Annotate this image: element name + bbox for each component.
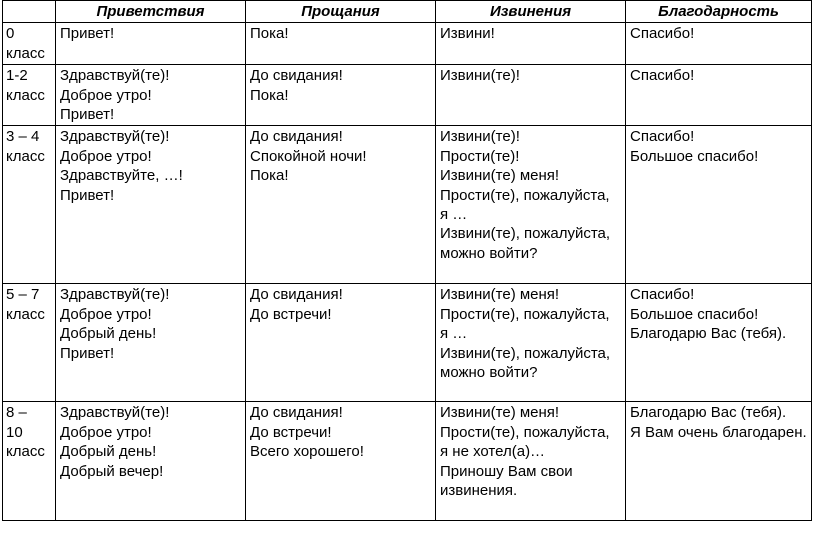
phrase: Добрый день! [60, 443, 157, 461]
table-row [3, 23, 812, 65]
phrase: Здравствуй(те)! [60, 128, 170, 146]
phrase: Привет! [60, 186, 115, 204]
grade-text: класс [6, 44, 45, 62]
phrase: Спасибо! [630, 67, 695, 85]
phrase: Доброе утро! [60, 423, 152, 441]
phrase: Прости(те), пожалуйста, я … [440, 305, 610, 343]
phrase: Всего хорошего! [250, 443, 364, 461]
phrase: Спасибо! [630, 128, 695, 146]
grade-text: 3 – 4 [6, 128, 40, 146]
greetings-cell [56, 23, 246, 65]
phrase: Пока! [250, 167, 289, 185]
phrase: Здравствуй(те)! [60, 404, 170, 422]
header-greetings: Приветствия [56, 1, 246, 23]
phrase: Извини! [440, 25, 495, 43]
table-row [3, 402, 812, 521]
phrase: Добрый вечер! [60, 462, 164, 480]
phrase: Здравствуй(те)! [60, 67, 170, 85]
phrase: Извини(те) меня! [440, 404, 560, 422]
table-row [3, 65, 812, 126]
grade-cell [3, 126, 56, 284]
grade-text: 5 – 7 [6, 286, 40, 304]
grade-text: класс [6, 305, 45, 323]
farewells-cell [246, 65, 436, 126]
farewells-cell [246, 402, 436, 521]
greetings-cell [56, 284, 246, 402]
apologies-cell [436, 126, 626, 284]
grade-cell [3, 284, 56, 402]
phrase: Большое спасибо! [630, 147, 759, 165]
farewells-cell [246, 23, 436, 65]
greetings-cell [56, 402, 246, 521]
phrase: Большое спасибо! [630, 305, 759, 323]
phrase: Пока! [250, 25, 289, 43]
phrase: До свидания! [250, 128, 343, 146]
phrase: До свидания! [250, 404, 343, 422]
thanks-cell [626, 284, 812, 402]
thanks-cell [626, 23, 812, 65]
phrase: Извини(те)! [440, 128, 520, 146]
grade-text: 8 – [6, 404, 27, 422]
farewells-cell [246, 126, 436, 284]
phrase: Извини(те)! [440, 67, 520, 85]
apologies-cell [436, 65, 626, 126]
phrase: Добрый день! [60, 325, 157, 343]
phrase: Пока! [250, 86, 289, 104]
phrase: До встречи! [250, 423, 332, 441]
phrase: Прости(те)! [440, 147, 520, 165]
greetings-cell [56, 65, 246, 126]
phrase: Благодарю Вас (тебя). [630, 325, 787, 343]
grade-text: 10 [6, 423, 23, 441]
phrase: Доброе утро! [60, 86, 152, 104]
grade-cell [3, 23, 56, 65]
phrase: Доброе утро! [60, 147, 152, 165]
grade-text: 1-2 [6, 67, 28, 85]
phrase: До свидания! [250, 67, 343, 85]
grade-text: класс [6, 147, 45, 165]
apologies-cell [436, 23, 626, 65]
header-farewells: Прощания [246, 1, 436, 23]
phrase: Спасибо! [630, 286, 695, 304]
phrase: Доброе утро! [60, 305, 152, 323]
phrase: Я Вам очень благодарен. [630, 423, 807, 441]
table-row [3, 284, 812, 402]
phrase: Благодарю Вас (тебя). [630, 404, 787, 422]
grade-cell [3, 65, 56, 126]
header-grade [3, 1, 56, 23]
grade-cell [3, 402, 56, 521]
thanks-cell [626, 402, 812, 521]
table-row [3, 126, 812, 284]
header-thanks: Благодарность [626, 1, 812, 23]
phrase: Привет! [60, 106, 115, 124]
phrase: Спокойной ночи! [250, 147, 367, 165]
phrase: Привет! [60, 344, 115, 362]
phrase: Здравствуй(те)! [60, 286, 170, 304]
phrase: Прости(те), пожалуйста, я не хотел(а)… [440, 423, 610, 461]
phrase: Прости(те), пожалуйста, я … [440, 186, 610, 224]
greetings-cell [56, 126, 246, 284]
farewells-cell [246, 284, 436, 402]
apologies-cell [436, 402, 626, 521]
phrase: Извини(те) меня! [440, 167, 560, 185]
grade-text: класс [6, 86, 45, 104]
header-apologies: Извинения [436, 1, 626, 23]
thanks-cell [626, 65, 812, 126]
header-row [3, 1, 812, 23]
phrase: Приношу Вам свои извинения. [440, 462, 573, 500]
phrase: Извини(те), пожалуйста, можно войти? [440, 225, 611, 262]
etiquette-table [2, 0, 812, 521]
phrase: До встречи! [250, 305, 332, 323]
grade-text: класс [6, 443, 45, 461]
phrase: До свидания! [250, 286, 343, 304]
phrase: Спасибо! [630, 25, 695, 43]
phrase: Извини(те), пожалуйста, можно войти? [440, 344, 611, 382]
thanks-cell [626, 126, 812, 284]
apologies-cell [436, 284, 626, 402]
phrase: Извини(те) меня! [440, 286, 560, 304]
phrase: Здравствуйте, …! [60, 167, 183, 185]
phrase: Привет! [60, 25, 115, 43]
grade-text: 0 [6, 25, 15, 43]
